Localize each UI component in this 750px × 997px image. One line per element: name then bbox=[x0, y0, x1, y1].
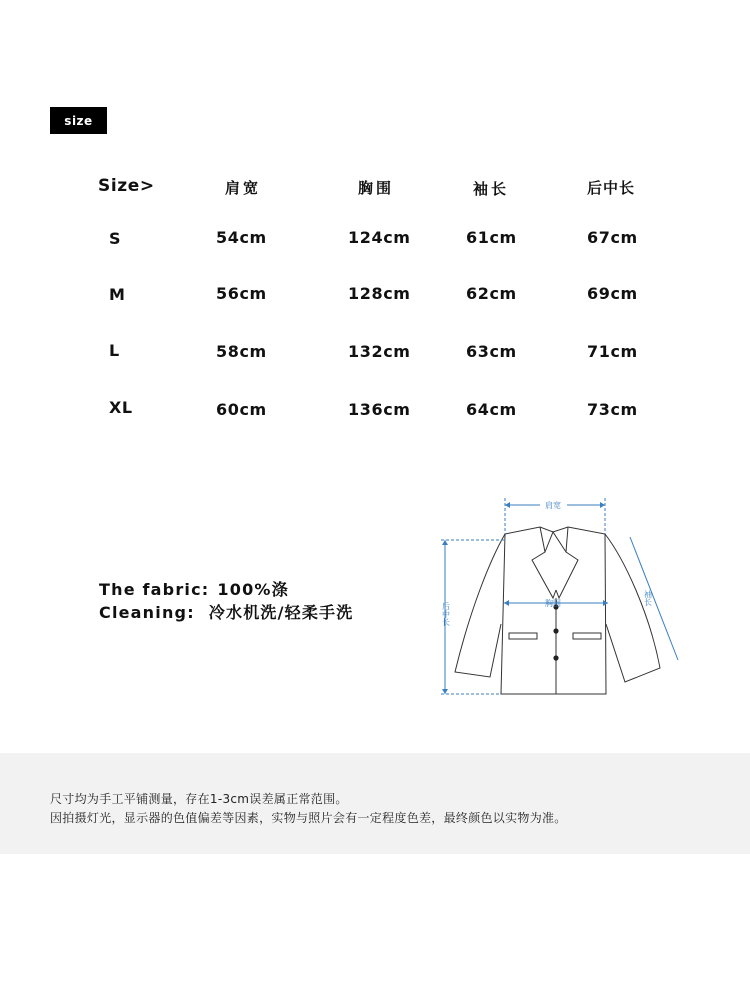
cleaning-label: Cleaning: bbox=[99, 603, 195, 622]
row-chest-value: 128cm bbox=[348, 284, 411, 303]
row-sleeve-value: 63cm bbox=[466, 342, 517, 361]
fabric-value: 100%涤 bbox=[217, 580, 289, 599]
row-size-label: M bbox=[109, 285, 126, 304]
row-sleeve-value: 64cm bbox=[466, 400, 517, 419]
row-sleeve-value: 62cm bbox=[466, 284, 517, 303]
note-color: 因拍摄灯光，显示器的色值偏差等因素，实物与照片会有一定程度色差，最终颜色以实物为准。 bbox=[50, 811, 567, 825]
cleaning-value: 冷水机洗/轻柔手洗 bbox=[208, 603, 354, 622]
note-measure: 尺寸均为手工平铺测量，存在1-3cm误差属正常范围。 bbox=[50, 792, 348, 806]
fabric-label: The fabric: bbox=[99, 580, 210, 599]
row-size-label: XL bbox=[109, 398, 133, 417]
header-size: Size> bbox=[98, 176, 155, 196]
row-chest-value: 124cm bbox=[348, 228, 411, 247]
shoulder-label: 肩宽 bbox=[545, 501, 561, 510]
row-back-length-value: 71cm bbox=[587, 342, 638, 361]
row-chest-value: 136cm bbox=[348, 400, 411, 419]
blazer-measurement-diagram bbox=[437, 494, 697, 704]
sleeve-label: 袖长 bbox=[643, 590, 653, 606]
row-size-label: S bbox=[109, 229, 122, 248]
fabric-line bbox=[99, 577, 289, 600]
cleaning-line bbox=[99, 600, 353, 623]
header-back-length: 后中长 bbox=[587, 179, 636, 197]
row-back-length-value: 69cm bbox=[587, 284, 638, 303]
row-shoulder-value: 58cm bbox=[216, 342, 267, 361]
row-sleeve-value: 61cm bbox=[466, 228, 517, 247]
back-length-label: 后中长 bbox=[441, 602, 451, 626]
header-shoulder: 肩宽 bbox=[225, 179, 262, 197]
blazer-outline bbox=[455, 527, 660, 694]
header-sleeve: 袖长 bbox=[473, 180, 510, 198]
size-tag: size bbox=[50, 107, 107, 134]
row-shoulder-value: 54cm bbox=[216, 228, 267, 247]
header-chest: 胸围 bbox=[358, 179, 395, 197]
row-chest-value: 132cm bbox=[348, 342, 411, 361]
row-back-length-value: 67cm bbox=[587, 228, 638, 247]
row-back-length-value: 73cm bbox=[587, 400, 638, 419]
row-size-label: L bbox=[109, 341, 120, 360]
row-shoulder-value: 60cm bbox=[216, 400, 267, 419]
chest-label: 胸围 bbox=[545, 599, 561, 608]
row-shoulder-value: 56cm bbox=[216, 284, 267, 303]
